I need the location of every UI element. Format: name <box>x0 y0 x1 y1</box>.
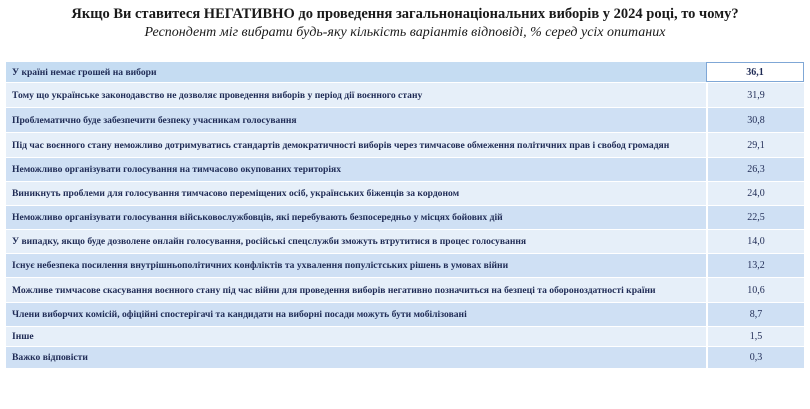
row-label: Неможливо організувати голосування військовослужбовців, які перебувають безпосередньо у місцях бойових дій <box>6 206 706 229</box>
row-value: 13,2 <box>706 254 804 277</box>
row-label: У випадку, якщо буде дозволене онлайн голосування, російські спецслужби зможуть втрутитися в процес голосування <box>6 230 706 253</box>
table-row <box>6 347 804 369</box>
row-value: 24,0 <box>706 182 804 205</box>
row-value: 31,9 <box>706 83 804 107</box>
row-value: 0,3 <box>706 347 804 368</box>
row-value: 14,0 <box>706 230 804 253</box>
row-value: 36,1 <box>706 62 804 82</box>
row-label: Виникнуть проблеми для голосування тимчасово переміщених осіб, українських біженців за кордоном <box>6 182 706 205</box>
row-label: Можливе тимчасове скасування воєнного стану під час війни для проведення виборів негативно позначиться на безпеці та обороноздатності країни <box>6 278 706 302</box>
row-value: 29,1 <box>706 133 804 157</box>
row-label: Тому що українське законодавство не дозволяє проведення виборів у період дії воєнного стану <box>6 83 706 107</box>
row-label: Проблематично буде забезпечити безпеку учасникам голосування <box>6 108 706 132</box>
row-label: Інше <box>6 327 706 346</box>
row-value: 8,7 <box>706 303 804 326</box>
row-value: 30,8 <box>706 108 804 132</box>
table-row <box>6 158 804 182</box>
row-value: 22,5 <box>706 206 804 229</box>
chart-subtitle: Респондент міг вибрати будь-яку кількість варіантів відповіді, % серед усіх опитаних <box>144 25 666 40</box>
table-row <box>6 278 804 303</box>
data-table <box>6 62 804 369</box>
row-label: Існує небезпека посилення внутрішньополітичних конфліктів та ухвалення популістських рішень в умовах війни <box>6 254 706 277</box>
row-label: У країні немає грошей на вибори <box>6 62 706 82</box>
table-row <box>6 230 804 254</box>
table-row <box>6 182 804 206</box>
row-label: Члени виборчих комісій, офіційні спостерігачі та кандидати на виборні посади можуть бути мобілізовані <box>6 303 706 326</box>
row-label: Неможливо організувати голосування на тимчасово окупованих територіях <box>6 158 706 181</box>
chart-title: Якщо Ви ставитеся НЕГАТИВНО до проведення загальнонаціональних виборів у 2024 році, то чому? <box>71 6 739 22</box>
row-value: 10,6 <box>706 278 804 302</box>
table-row <box>6 206 804 230</box>
row-value: 1,5 <box>706 327 804 346</box>
table-row <box>6 83 804 108</box>
row-label: Під час воєнного стану неможливо дотримуватись стандартів демократичності виборів через тимчасове обмеження політичних прав і свобод громадян <box>6 133 706 157</box>
table-row <box>6 327 804 347</box>
table-row <box>6 108 804 133</box>
row-label: Важко відповісти <box>6 347 706 368</box>
table-row <box>6 62 804 83</box>
table-row <box>6 303 804 327</box>
row-value: 26,3 <box>706 158 804 181</box>
table-row <box>6 133 804 158</box>
table-row <box>6 254 804 278</box>
